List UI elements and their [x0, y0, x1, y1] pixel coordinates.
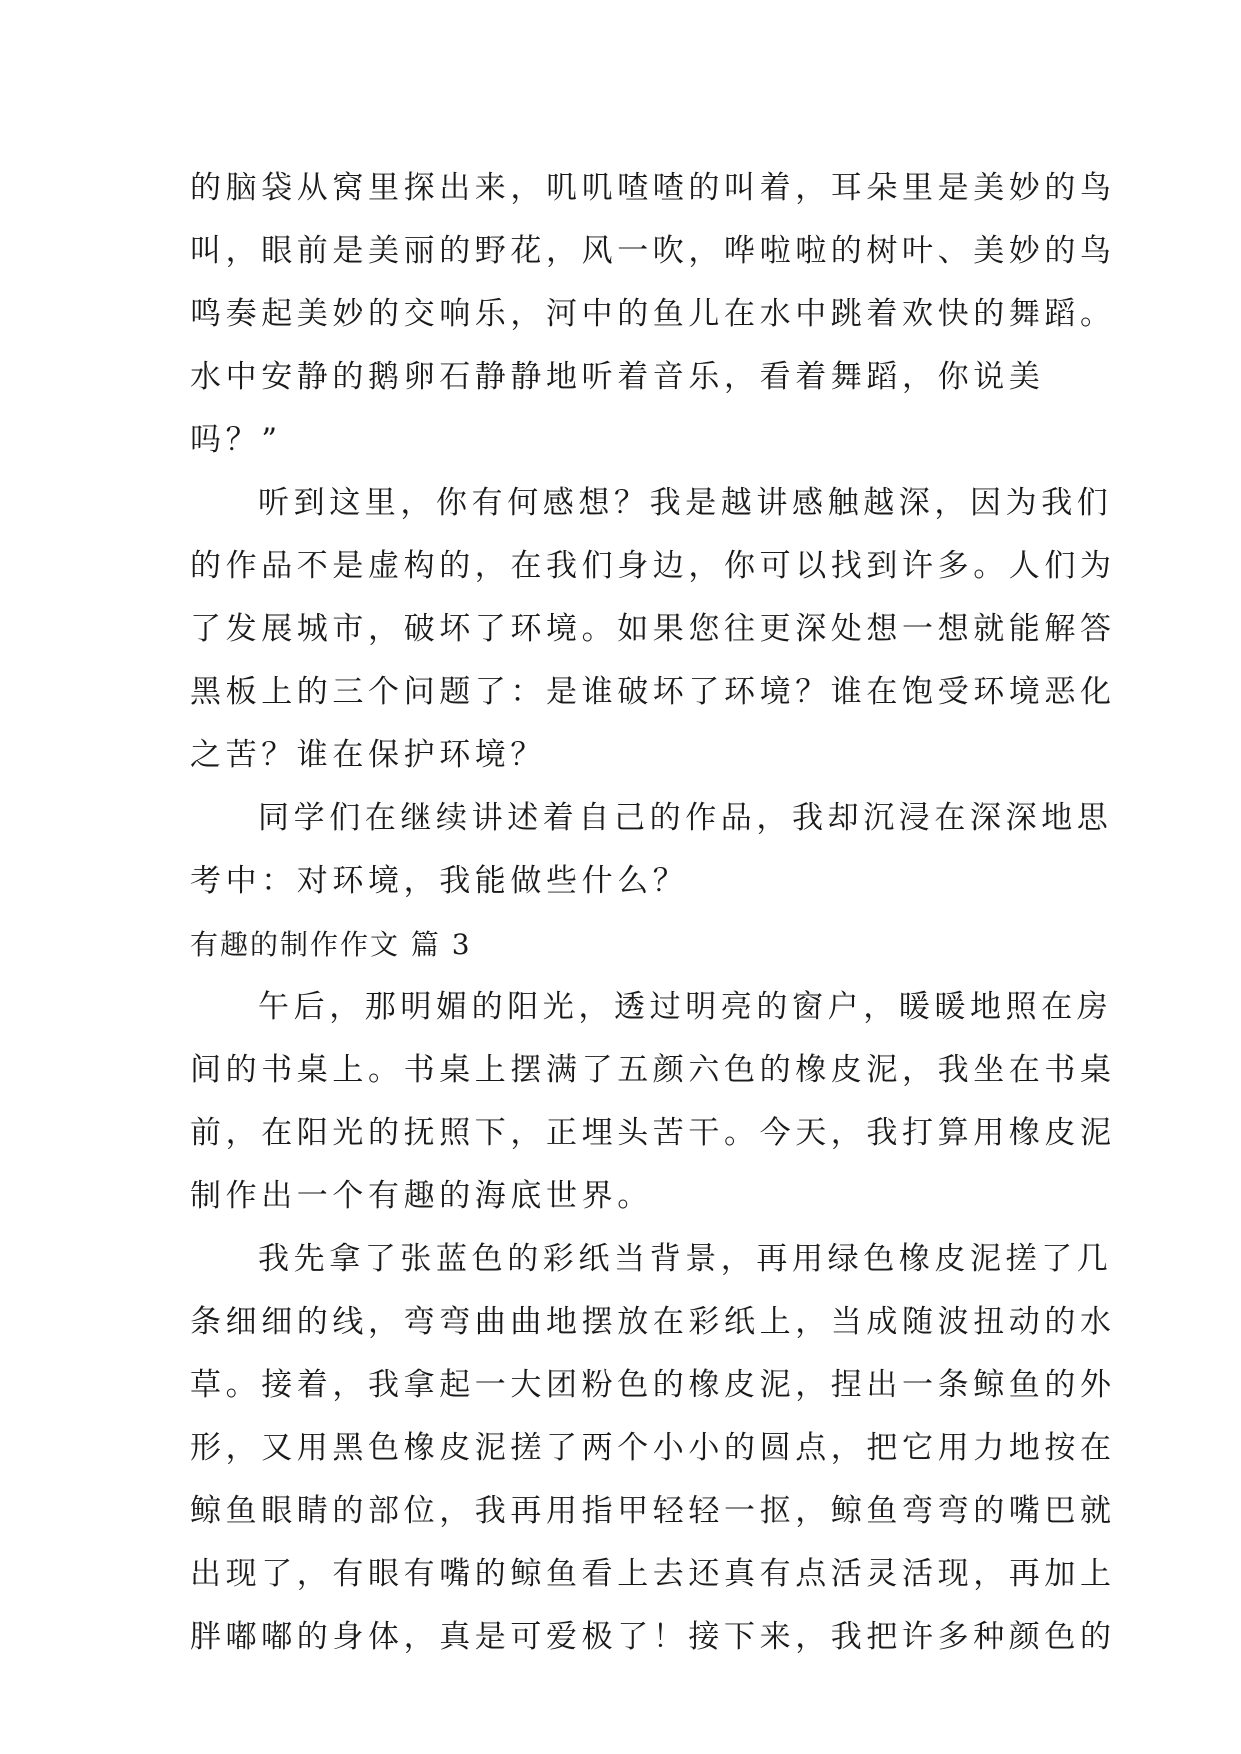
paragraph-first-line: 午后，那明媚的阳光，透过明亮的窗户，暖暖地照在房 [258, 989, 1113, 1025]
paragraph-first-line: 听到这里，你有何感想？我是越讲感触越深，因为我们 [258, 485, 1113, 521]
text-line: 的作品不是虚构的，在我们身边，你可以找到许多。人们为 [190, 548, 1116, 584]
text-line: 前，在阳光的抚照下，正埋头苦干。今天，我打算用橡皮泥 [190, 1115, 1116, 1151]
text-line: 间的书桌上。书桌上摆满了五颜六色的橡皮泥，我坐在书桌 [190, 1052, 1116, 1088]
text-line: 胖嘟嘟的身体，真是可爱极了！接下来，我把许多种颜色的 [190, 1619, 1116, 1655]
text-line: 叫，眼前是美丽的野花，风一吹，哗啦啦的树叶、美妙的鸟 [190, 233, 1116, 269]
text-line: 形，又用黑色橡皮泥搓了两个小小的圆点，把它用力地按在 [190, 1430, 1116, 1466]
text-line: 条细细的线，弯弯曲曲地摆放在彩纸上，当成随波扭动的水 [190, 1304, 1116, 1340]
paragraph-first-line: 我先拿了张蓝色的彩纸当背景，再用绿色橡皮泥搓了几 [258, 1241, 1113, 1277]
section-heading: 有趣的制作作文 篇 3 [190, 928, 472, 961]
text-line: 鸣奏起美妙的交响乐，河中的鱼儿在水中跳着欢快的舞蹈。 [190, 296, 1116, 332]
text-line: 黑板上的三个问题了：是谁破坏了环境？谁在饱受环境恶化 [190, 674, 1116, 710]
text-line: 的脑袋从窝里探出来，叽叽喳喳的叫着，耳朵里是美妙的鸟 [190, 170, 1116, 206]
text-line: 了发展城市，破坏了环境。如果您往更深处想一想就能解答 [190, 611, 1116, 647]
text-line: 考中：对环境，我能做些什么？ [190, 863, 689, 899]
text-line: 制作出一个有趣的海底世界。 [190, 1178, 653, 1214]
text-line: 吗？” [190, 422, 282, 458]
paragraph-first-line: 同学们在继续讲述着自己的作品，我却沉浸在深深地思 [258, 800, 1113, 836]
text-line: 出现了，有眼有嘴的鲸鱼看上去还真有点活灵活现，再加上 [190, 1556, 1116, 1592]
text-line: 水中安静的鹅卵石静静地听着音乐，看着舞蹈，你说美 [190, 359, 1045, 395]
text-line: 草。接着，我拿起一大团粉色的橡皮泥，捏出一条鲸鱼的外 [190, 1367, 1116, 1403]
document-body [190, 157, 1116, 1669]
text-line: 鲸鱼眼睛的部位，我再用指甲轻轻一抠，鲸鱼弯弯的嘴巴就 [190, 1493, 1116, 1529]
text-line: 之苦？谁在保护环境？ [190, 737, 546, 773]
